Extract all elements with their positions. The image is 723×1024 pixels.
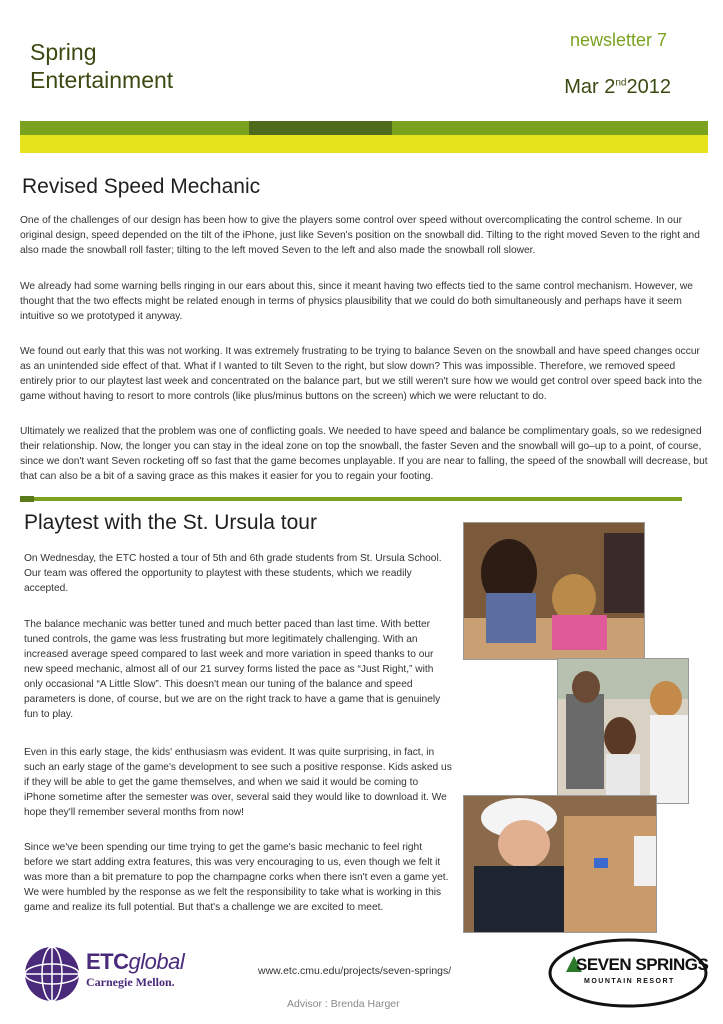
section-title-speed: Revised Speed Mechanic (22, 175, 261, 198)
paragraph: The balance mechanic was better tuned and much better paced than last time. With better tuned controls, the game was less frustrating but more legitimately challenging. With an increased average speed compared to last week and more variation in speed thanks to our new speed mechanic, almost all of our 21 survey forms listed the pace as “Just Right,” with only occasional “A Little Slow”. This doesn't mean our tuning of the balance and speed parameters is done, of course, but we are on the right track to have a game that is genuinely fun to play. (24, 619, 441, 720)
playtest-photo-3 (463, 795, 657, 933)
paragraph: We found out early that this was not working. It was extremely frustrating to be trying to balance Seven on the snowball and have speed changes occur as an unintended side effect of that. What if I wanted to tilt Seven to the right, but slow down? This was impossible. Therefore, we removed speed entirely prior to our playtest last week and concentrated on the balance part, but we still weren't sure how we would get control over speed back into the game without having to resort to more controls (like plus/minus buttons on the screen) which we were reluctant to do. (20, 346, 703, 402)
project-url: www.etc.cmu.edu/projects/seven-springs/ (258, 965, 452, 977)
newsletter-number: newsletter 7 (569, 30, 667, 50)
section-title-playtest: Playtest with the St. Ursula tour (24, 511, 317, 534)
newsletter-title (30, 38, 173, 94)
paragraph: We already had some warning bells ringing in our ears about this, since it meant having two effects tied to the same control mechanism. However, we thought that the two effects might be related enough in terms of physics plausibility that we could do both simultaneously and perhaps have it seem intuitive so we prototyped it anyway. (20, 281, 693, 322)
playtest-photo-2 (557, 658, 689, 804)
playtest-photo-1 (463, 522, 645, 660)
seven-springs-word: SEVEN SPRINGS (576, 955, 709, 974)
seven-springs-sub: MOUNTAIN RESORT (584, 978, 675, 985)
paragraph: Since we've been spending our time trying to get the game's basic mechanic to feel right before we start adding extra features, this was very encouraging to us, even though we felt it was more than a bit premature to pop the champagne corks when there isn't even a game yet. We were humbled by the response as we felt the responsibility to take what is working in this game and realize its full potential. But that's a challenge we are excited to meet. (24, 842, 449, 913)
section-divider (20, 497, 682, 501)
header-bar-middle (249, 121, 392, 135)
paragraph: One of the challenges of our design has been how to give the players some control over speed without overcomplicating the control scheme. In our original design, speed depended on the tilt of the iPhone, just like Seven's position on the snowball did. Tilting to the right moved Seven to the right and also made the snowball roll faster; tilting to the left moved Seven to the left and also made the snowball roll slower. (20, 215, 700, 256)
header-yellow-bar (20, 135, 708, 153)
cmu-logo-word: Carnegie Mellon. (86, 975, 175, 989)
paragraph: Ultimately we realized that the problem was one of conflicting goals. We needed to have speed and balance be complimentary goals, so we redesigned their relationship. Now, the longer you can stay in the ideal zone on top the snowball, the faster Seven and the snowball will go–up to a point, of course, since we don't want Seven rocketing off so fast that the game becomes unplayable. If you are near to falling, the speed of the snowball will decrease, but that can also be a bit of a saving grace as this makes it easier for you to regain your footing. (20, 426, 708, 482)
newsletter-date: Mar 2nd2012 (564, 76, 671, 98)
title-line-2: Entertainment (30, 67, 174, 93)
paragraph: Even in this early stage, the kids' enthusiasm was evident. It was quite surprising, in fact, in such an early stage of the game's development to see such a positive response. Kids asked us if they will be able to get the game themselves, and when we said it would be coming to iPhone sometime after the semester was over, several said they would like to download it. We hope they'll remember several months from now! (24, 747, 452, 818)
advisor-credit: Advisor : Brenda Harger (287, 998, 400, 1010)
header-bar-left (20, 121, 249, 135)
header-bar-right (392, 121, 708, 135)
globe-icon (22, 938, 82, 1008)
paragraph: On Wednesday, the ETC hosted a tour of 5th and 6th grade students from St. Ursula School. Our team was offered the opportunity to playtest with these students, which we readily accepted. (24, 553, 442, 594)
etc-logo-word: ETCglobal (86, 949, 185, 974)
title-line-1: Spring (30, 39, 97, 65)
